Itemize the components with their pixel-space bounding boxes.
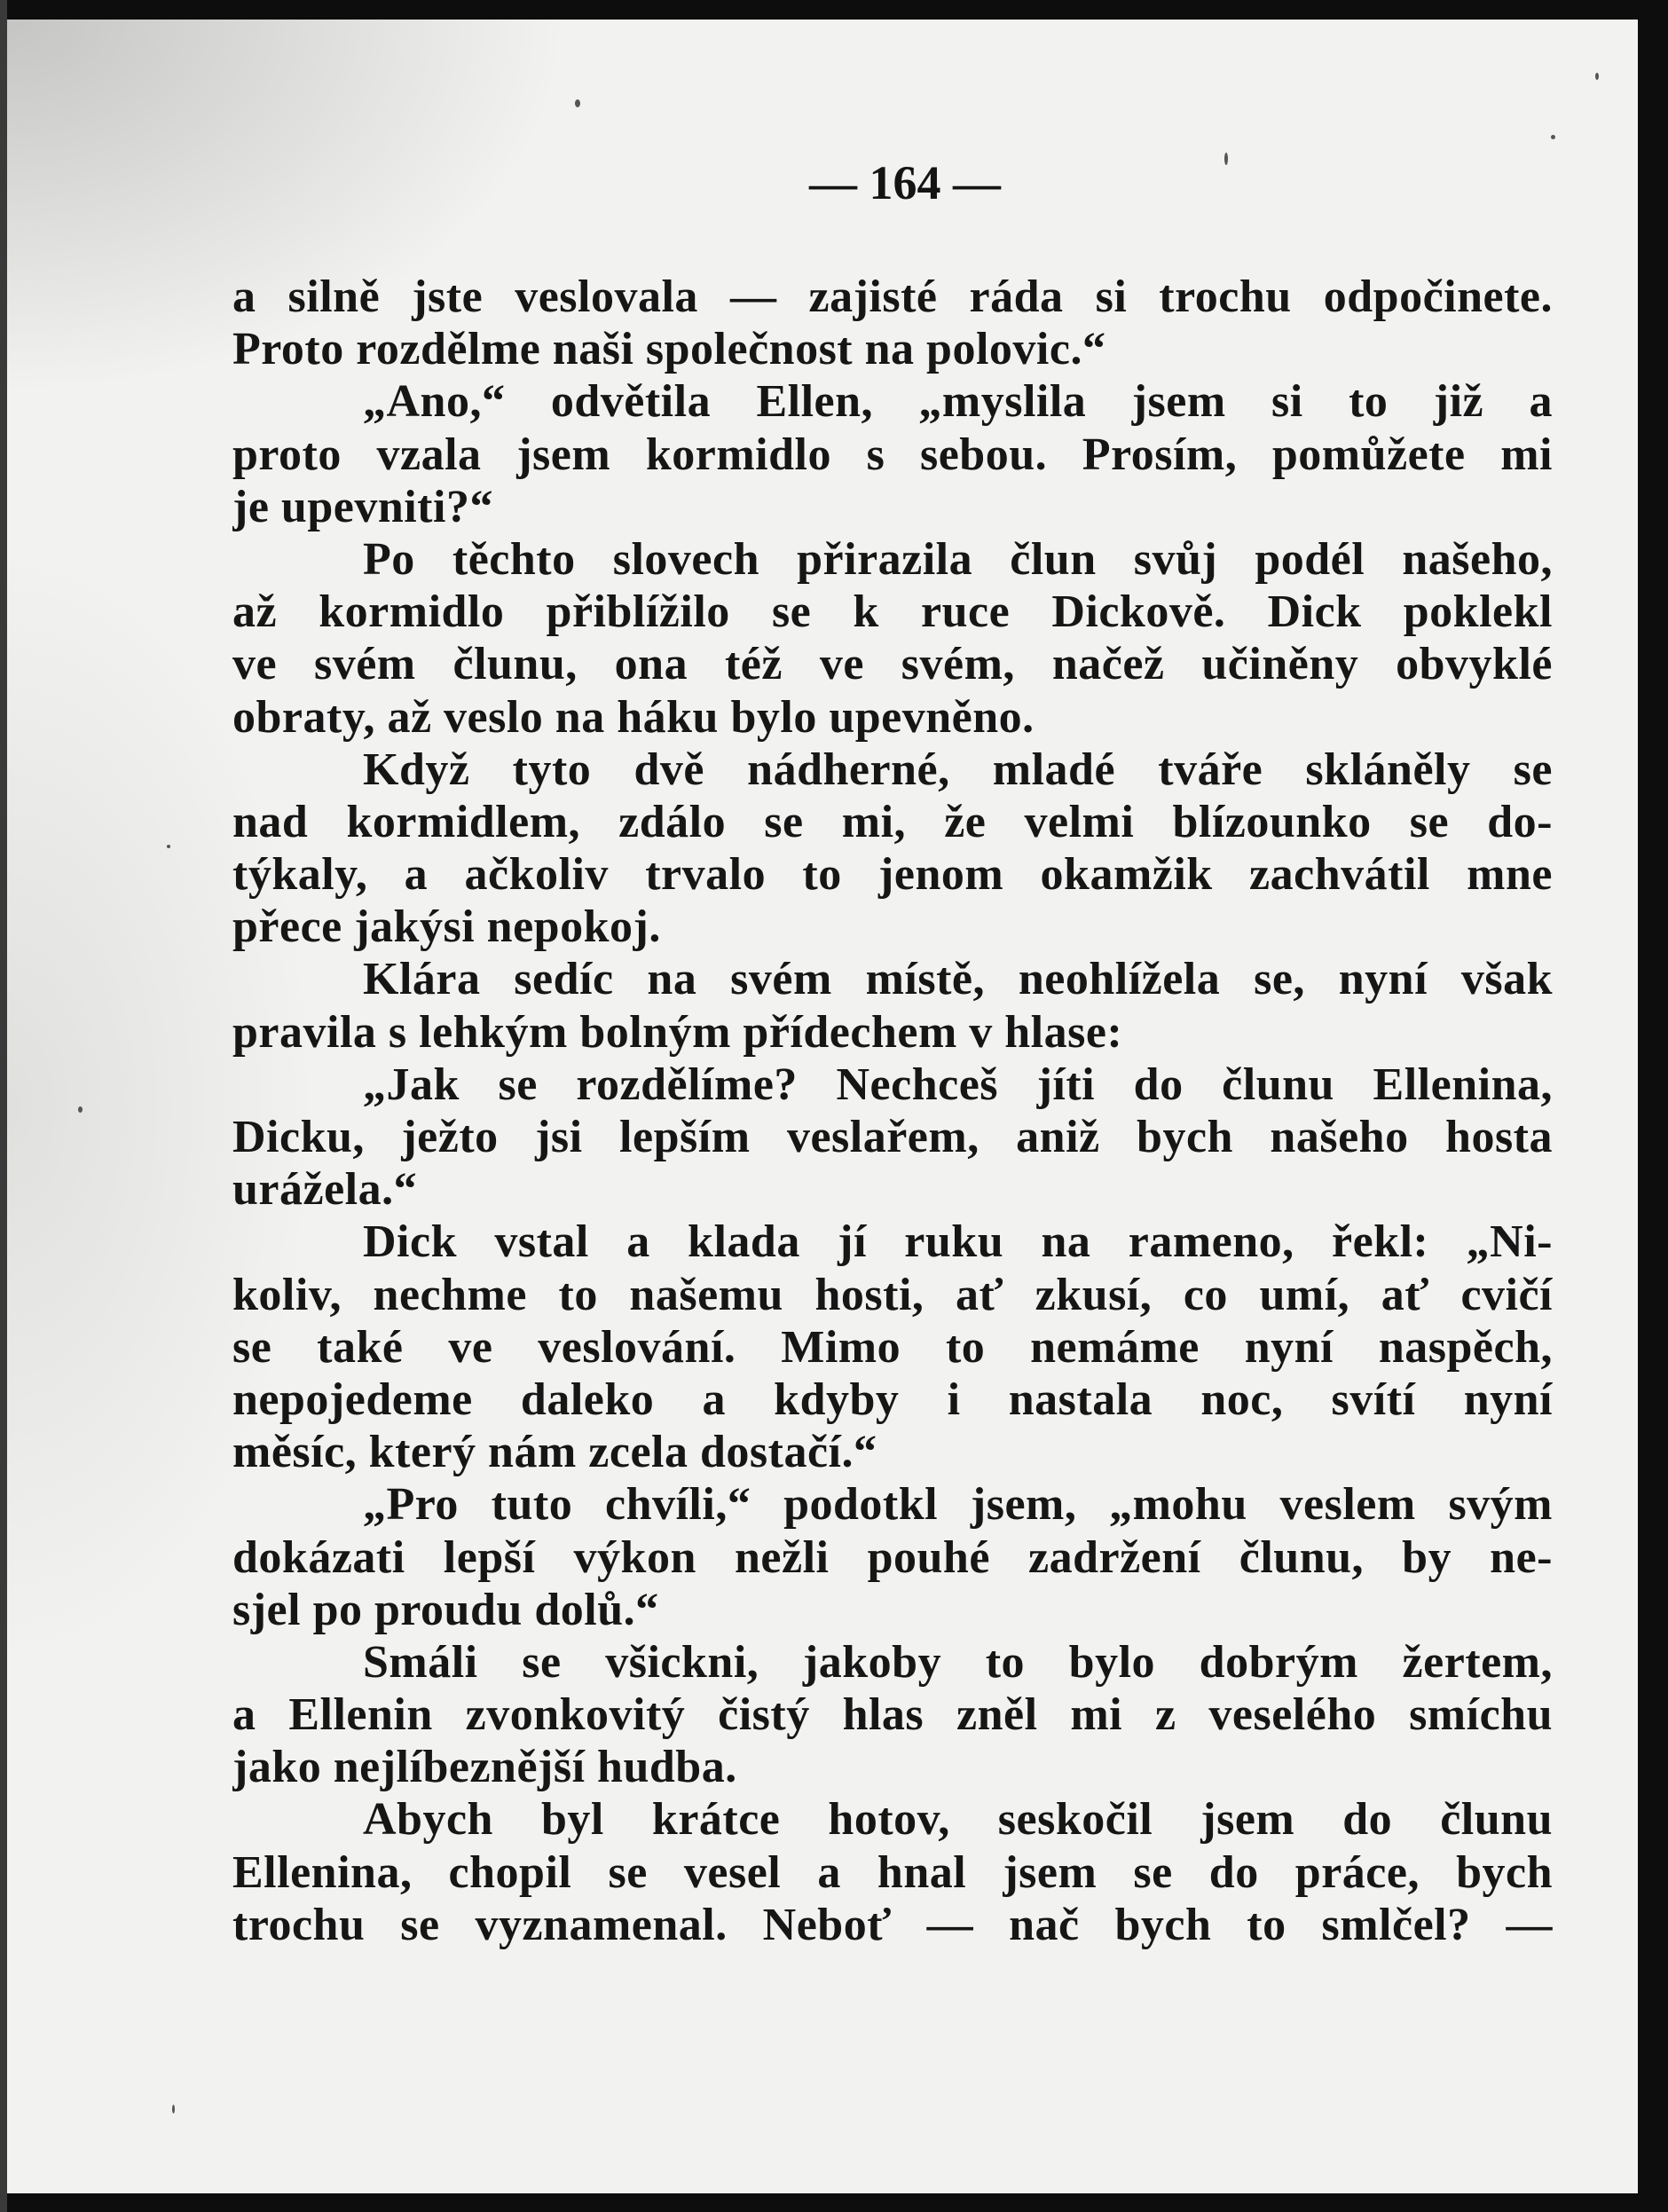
text-line: Když tyto dvě nádherné, mladé tváře skláněly se [363,744,1553,795]
text-line: týkaly, a ačkoliv trvalo to jenom okamžik zachvátil mne [232,849,1553,901]
paragraph [232,1793,1553,1951]
scan-speck [575,99,580,107]
text-line: Ellenina, chopil se vesel a hnal jsem se do práce, bych [232,1846,1553,1898]
text-line: „Ano,“ odvětila Ellen, „myslila jsem si to již a [363,376,1553,428]
text-line: Proto rozdělme naši společnost na polovic.“ [232,324,1106,375]
scan-speck [1551,135,1555,139]
text-line: je upevniti?“ [232,481,493,532]
text-line: „Jak se rozdělíme? Nechceš jíti do člunu Ellenina, [363,1059,1553,1110]
paragraph [232,533,1553,744]
text-line: proto vzala jsem kormidlo s sebou. Prosím, pomůžete mi [232,429,1553,480]
text-line: koliv, nechme to našemu hosti, ať zkusí, co umí, ať cvičí [232,1269,1553,1320]
text-line: sjel po proudu dolů.“ [232,1584,659,1635]
paragraph [232,1216,1553,1478]
text-line: nad kormidlem, zdálo se mi, že velmi blízounko se do- [232,796,1553,847]
scan-speck [1595,73,1599,80]
paragraph [232,953,1553,1058]
paragraph [232,375,1553,533]
text-line: Smáli se všickni, jakoby to bylo dobrým žertem, [363,1636,1553,1688]
scan-speck [78,1106,83,1113]
text-line: Dicku, ježto jsi lepším veslařem, aniž bych našeho hosta [232,1112,1553,1162]
paragraph [232,744,1553,954]
text-line: Klára sedíc na svém místě, neohlížela se, nyní však [363,954,1553,1005]
text-line: jako nejlíbeznější hudba. [232,1742,737,1793]
text-line: měsíc, který nám zcela dostačí.“ [232,1427,877,1478]
text-line: a silně jste veslovala — zajisté ráda si trochu odpočinete. [232,272,1553,322]
text-line: přece jakýsi nepokoj. [232,901,661,953]
text-line: Po těchto slovech přirazila člun svůj podél našeho, [363,533,1553,585]
paragraph [232,271,1553,375]
scan-speck [172,2105,175,2114]
text-line: dokázati lepší výkon nežli pouhé zadržení člunu, by ne- [232,1531,1553,1583]
paragraph [232,1636,1553,1794]
text-line: Abych byl krátce hotov, seskočil jsem do člunu [363,1794,1553,1846]
page-number: — 164 — [809,156,1001,209]
text-line: urážela.“ [232,1164,418,1216]
scan-speck [1224,153,1228,165]
text-line: ve svém člunu, ona též ve svém, načež učiněny obvyklé [232,639,1553,690]
scan-border-left [0,0,7,2212]
paragraph [232,1478,1553,1636]
text-line: až kormidlo přiblížilo se k ruce Dickově. Dick poklekl [232,586,1553,638]
paragraph [232,1059,1553,1216]
body-text [232,271,1553,1951]
text-line: nepojedeme daleko a kdyby i nastala noc, svítí nyní [232,1374,1553,1425]
text-line: se také ve veslování. Mimo to nemáme nyní naspěch, [232,1321,1553,1373]
text-line: Dick vstal a klada jí ruku na rameno, řekl: „Ni- [363,1216,1553,1268]
scan-speck [167,845,170,848]
text-line: pravila s lehkým bolným přídechem v hlase: [232,1006,1123,1058]
text-line: obraty, až veslo na háku bylo upevněno. [232,691,1035,743]
text-line: „Pro tuto chvíli,“ podotkl jsem, „mohu veslem svým [363,1479,1553,1531]
text-line: trochu se vyznamenal. Neboť — nač bych to smlčel? — [232,1899,1553,1950]
text-line: a Ellenin zvonkovitý čistý hlas zněl mi z veselého smíchu [232,1689,1553,1741]
